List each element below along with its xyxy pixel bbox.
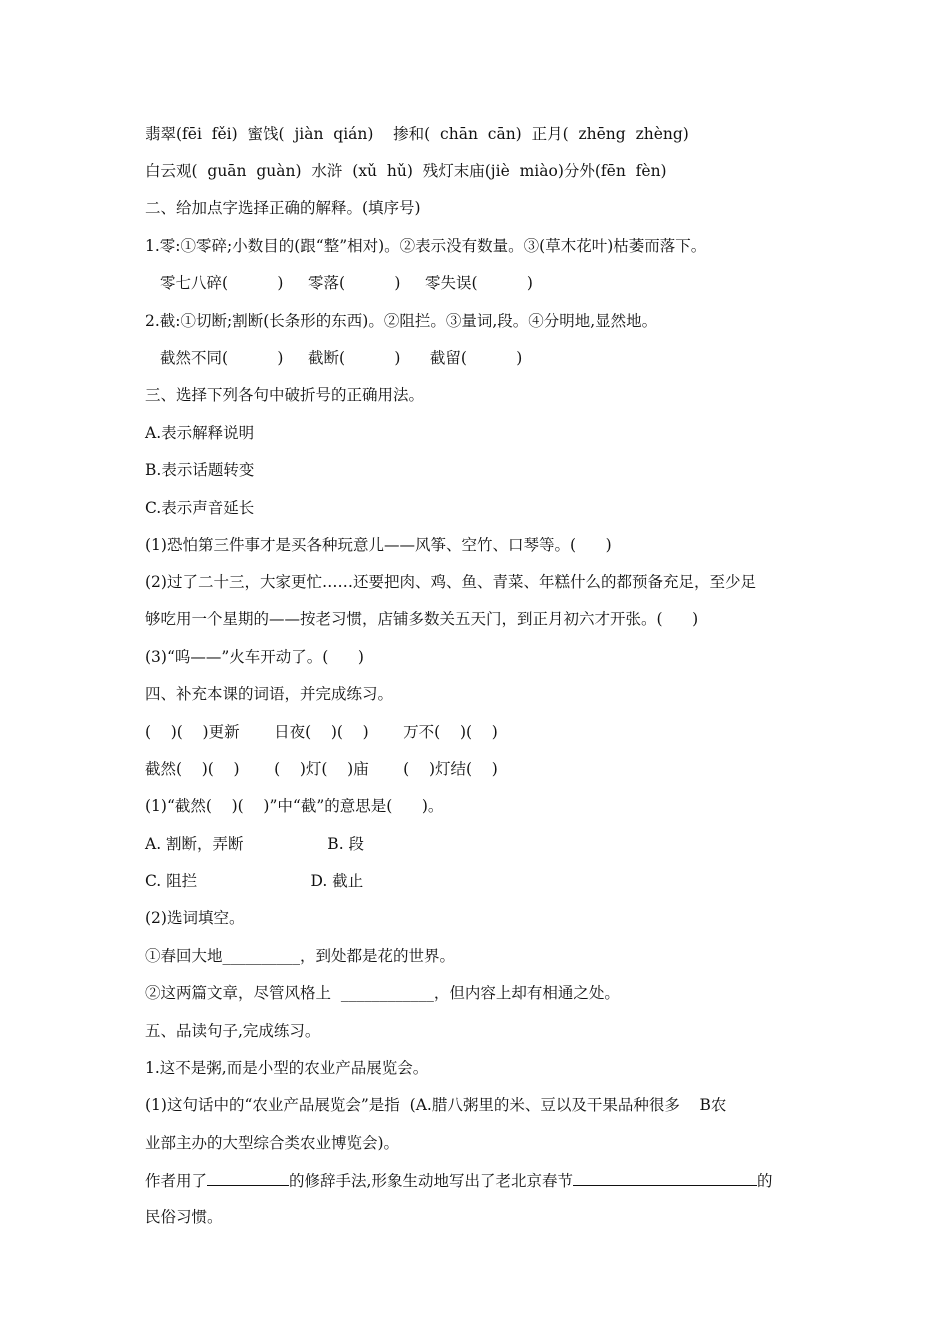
section-4-heading: 四、补充本课的词语，并完成练习。 (145, 685, 394, 703)
option-b: B.表示话题转变 (145, 461, 255, 479)
idiom-fill-row-2: 截然( )( ) ( )灯( )庙 ( )灯结( ) (145, 760, 498, 778)
question-jie-items: 截然不同( ) 截断( ) 截留( ) (160, 349, 523, 367)
quote-sentence: 1.这不是粥,而是小型的农业产品展览会。 (145, 1059, 429, 1077)
dash-sentence-2b: 够吃用一个星期的——按老习惯，店铺多数关五天门，到正月初六才开张。( ) (145, 610, 699, 628)
choice-row-ab: A. 割断，弄断 B. 段 (145, 835, 365, 853)
rhetoric-text-2: 的修辞手法,形象生动地写出了老北京春节 (289, 1172, 573, 1190)
question-ling-items: 零七八碎( ) 零落( ) 零失误( ) (160, 274, 533, 292)
dash-sentence-1: (1)恐怕第三件事才是买各种玩意儿——风筝、空竹、口琴等。( ) (145, 536, 612, 554)
rhetoric-blank[interactable] (207, 1170, 289, 1186)
question-exhibition-b: 业部主办的大型综合类农业博览会)。 (145, 1134, 400, 1152)
rhetoric-text-3: 的 (756, 1172, 773, 1190)
pinyin-line-2: 白云观( guān guàn) 水浒 (xǔ hǔ) 残灯末庙(jiè miào)分外(fēn fèn) (145, 162, 667, 180)
section-2-heading: 二、给加点字选择正确的解释。(填序号) (145, 199, 421, 217)
question-jie-meaning: (1)“截然( )( )”中“截”的意思是( )。 (145, 797, 444, 815)
rhetoric-question-line (145, 1170, 772, 1191)
question-jie-definition: 2.截:①切断;割断(长条形的东西)。②阻拦。③量词,段。④分明地,显然地。 (145, 312, 658, 330)
section-3-heading: 三、选择下列各句中破折号的正确用法。 (145, 386, 425, 404)
section-5-heading: 五、品读句子,完成练习。 (145, 1022, 321, 1040)
dash-sentence-2a: (2)过了二十三，大家更忙……还要把肉、鸡、鱼、青菜、年糕什么的都预备充足，至少足 (145, 573, 756, 591)
choice-row-cd: C. 阻拦 D. 截止 (145, 872, 364, 890)
rhetoric-text-1: 作者用了 (145, 1172, 208, 1190)
fill-blank-2: ②这两篇文章，尽管风格上 ____________，但内容上却有相通之处。 (145, 984, 620, 1002)
custom-blank[interactable] (573, 1170, 757, 1186)
idiom-fill-row-1: ( )( )更新 日夜( )( ) 万不( )( ) (145, 723, 498, 741)
option-c: C.表示声音延长 (145, 499, 255, 517)
question-exhibition-a: (1)这句话中的“农业产品展览会”是指 (A.腊八粥里的米、豆以及干果品种很多 B农 (145, 1096, 727, 1114)
fill-blank-1: ①春回大地__________，到处都是花的世界。 (145, 947, 456, 965)
pinyin-line-1: 翡翠(fēi fěi) 蜜饯( jiàn qián) 掺和( chān cān) 正月( zhēng zhèng) (145, 125, 689, 143)
question-ling-definition: 1.零:①零碎;小数目的(跟“整”相对)。②表示没有数量。③(草木花叶)枯萎而落下。 (145, 237, 707, 255)
fill-blank-heading: (2)选词填空。 (145, 909, 245, 927)
option-a: A.表示解释说明 (145, 424, 255, 442)
dash-sentence-3: (3)“呜——”火车开动了。( ) (145, 648, 364, 666)
rhetoric-question-end: 民俗习惯。 (145, 1208, 223, 1226)
